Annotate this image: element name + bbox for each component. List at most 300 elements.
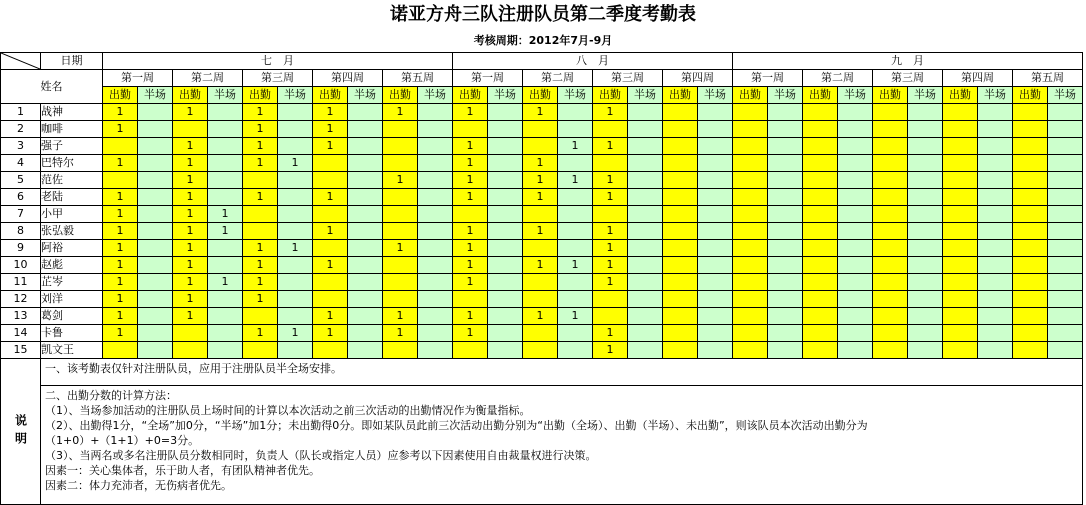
- full-attendance-cell[interactable]: [803, 223, 838, 240]
- half-attendance-cell[interactable]: [138, 342, 173, 359]
- half-attendance-cell[interactable]: [768, 121, 803, 138]
- full-attendance-cell[interactable]: [733, 155, 768, 172]
- half-attendance-cell[interactable]: [348, 342, 383, 359]
- half-attendance-cell[interactable]: [138, 308, 173, 325]
- half-attendance-cell[interactable]: [348, 240, 383, 257]
- half-attendance-cell[interactable]: [768, 104, 803, 121]
- full-attendance-cell[interactable]: 1: [103, 223, 138, 240]
- half-attendance-cell[interactable]: [418, 104, 453, 121]
- half-attendance-cell[interactable]: [978, 223, 1013, 240]
- half-attendance-cell[interactable]: [768, 274, 803, 291]
- full-attendance-cell[interactable]: [453, 121, 488, 138]
- full-attendance-cell[interactable]: [663, 121, 698, 138]
- half-attendance-cell[interactable]: [768, 206, 803, 223]
- full-attendance-cell[interactable]: 1: [593, 172, 628, 189]
- half-attendance-cell[interactable]: [628, 172, 663, 189]
- half-attendance-cell[interactable]: [488, 172, 523, 189]
- half-attendance-cell[interactable]: [698, 155, 733, 172]
- half-attendance-cell[interactable]: [138, 240, 173, 257]
- half-attendance-cell[interactable]: [418, 223, 453, 240]
- half-attendance-cell[interactable]: [628, 189, 663, 206]
- half-attendance-cell[interactable]: [138, 155, 173, 172]
- full-attendance-cell[interactable]: [663, 325, 698, 342]
- half-attendance-cell[interactable]: [1048, 189, 1083, 206]
- half-attendance-cell[interactable]: [138, 189, 173, 206]
- full-attendance-cell[interactable]: [803, 155, 838, 172]
- full-attendance-cell[interactable]: [803, 291, 838, 308]
- full-attendance-cell[interactable]: [243, 223, 278, 240]
- half-attendance-cell[interactable]: [628, 155, 663, 172]
- half-attendance-cell[interactable]: [908, 325, 943, 342]
- half-attendance-cell[interactable]: [348, 172, 383, 189]
- half-attendance-cell[interactable]: [908, 104, 943, 121]
- full-attendance-cell[interactable]: 1: [243, 189, 278, 206]
- full-attendance-cell[interactable]: [663, 155, 698, 172]
- full-attendance-cell[interactable]: [593, 291, 628, 308]
- half-attendance-cell[interactable]: [908, 172, 943, 189]
- full-attendance-cell[interactable]: [243, 206, 278, 223]
- full-attendance-cell[interactable]: [733, 257, 768, 274]
- full-attendance-cell[interactable]: [243, 308, 278, 325]
- full-attendance-cell[interactable]: [733, 138, 768, 155]
- full-attendance-cell[interactable]: [1013, 138, 1048, 155]
- half-attendance-cell[interactable]: [488, 325, 523, 342]
- half-attendance-cell[interactable]: [838, 308, 873, 325]
- full-attendance-cell[interactable]: [663, 138, 698, 155]
- half-attendance-cell[interactable]: [488, 104, 523, 121]
- half-attendance-cell[interactable]: [838, 138, 873, 155]
- full-attendance-cell[interactable]: [733, 274, 768, 291]
- full-attendance-cell[interactable]: [383, 155, 418, 172]
- half-attendance-cell[interactable]: [348, 206, 383, 223]
- half-attendance-cell[interactable]: [978, 104, 1013, 121]
- full-attendance-cell[interactable]: [313, 172, 348, 189]
- full-attendance-cell[interactable]: [593, 308, 628, 325]
- full-attendance-cell[interactable]: 1: [313, 308, 348, 325]
- half-attendance-cell[interactable]: [488, 189, 523, 206]
- full-attendance-cell[interactable]: 1: [593, 342, 628, 359]
- full-attendance-cell[interactable]: 1: [593, 240, 628, 257]
- full-attendance-cell[interactable]: 1: [453, 155, 488, 172]
- full-attendance-cell[interactable]: 1: [103, 274, 138, 291]
- full-attendance-cell[interactable]: 1: [383, 308, 418, 325]
- full-attendance-cell[interactable]: [873, 291, 908, 308]
- full-attendance-cell[interactable]: [1013, 342, 1048, 359]
- half-attendance-cell[interactable]: [978, 172, 1013, 189]
- full-attendance-cell[interactable]: [663, 104, 698, 121]
- full-attendance-cell[interactable]: [943, 155, 978, 172]
- full-attendance-cell[interactable]: 1: [593, 138, 628, 155]
- half-attendance-cell[interactable]: [208, 240, 243, 257]
- full-attendance-cell[interactable]: 1: [453, 240, 488, 257]
- full-attendance-cell[interactable]: [243, 172, 278, 189]
- full-attendance-cell[interactable]: [523, 206, 558, 223]
- full-attendance-cell[interactable]: [943, 138, 978, 155]
- full-attendance-cell[interactable]: [803, 308, 838, 325]
- half-attendance-cell[interactable]: [278, 138, 313, 155]
- half-attendance-cell[interactable]: [978, 291, 1013, 308]
- half-attendance-cell[interactable]: [628, 206, 663, 223]
- half-attendance-cell[interactable]: [908, 223, 943, 240]
- half-attendance-cell[interactable]: [138, 172, 173, 189]
- half-attendance-cell[interactable]: [978, 121, 1013, 138]
- half-attendance-cell[interactable]: [418, 121, 453, 138]
- full-attendance-cell[interactable]: 1: [453, 189, 488, 206]
- half-attendance-cell[interactable]: [838, 240, 873, 257]
- full-attendance-cell[interactable]: [383, 121, 418, 138]
- half-attendance-cell[interactable]: [418, 138, 453, 155]
- half-attendance-cell[interactable]: [558, 121, 593, 138]
- half-attendance-cell[interactable]: [418, 172, 453, 189]
- full-attendance-cell[interactable]: 1: [313, 325, 348, 342]
- full-attendance-cell[interactable]: 1: [593, 274, 628, 291]
- full-attendance-cell[interactable]: 1: [173, 223, 208, 240]
- half-attendance-cell[interactable]: [698, 240, 733, 257]
- full-attendance-cell[interactable]: [873, 172, 908, 189]
- full-attendance-cell[interactable]: 1: [313, 138, 348, 155]
- full-attendance-cell[interactable]: [873, 308, 908, 325]
- full-attendance-cell[interactable]: [663, 189, 698, 206]
- full-attendance-cell[interactable]: 1: [313, 104, 348, 121]
- full-attendance-cell[interactable]: [873, 206, 908, 223]
- half-attendance-cell[interactable]: [768, 223, 803, 240]
- half-attendance-cell[interactable]: [838, 206, 873, 223]
- full-attendance-cell[interactable]: [873, 104, 908, 121]
- half-attendance-cell[interactable]: [488, 121, 523, 138]
- half-attendance-cell[interactable]: [1048, 291, 1083, 308]
- full-attendance-cell[interactable]: 1: [173, 308, 208, 325]
- full-attendance-cell[interactable]: [803, 240, 838, 257]
- full-attendance-cell[interactable]: 1: [243, 240, 278, 257]
- half-attendance-cell[interactable]: [138, 104, 173, 121]
- full-attendance-cell[interactable]: 1: [103, 104, 138, 121]
- half-attendance-cell[interactable]: [838, 223, 873, 240]
- half-attendance-cell[interactable]: 1: [558, 138, 593, 155]
- half-attendance-cell[interactable]: [768, 308, 803, 325]
- full-attendance-cell[interactable]: 1: [243, 138, 278, 155]
- full-attendance-cell[interactable]: 1: [173, 189, 208, 206]
- half-attendance-cell[interactable]: [768, 257, 803, 274]
- half-attendance-cell[interactable]: [418, 274, 453, 291]
- full-attendance-cell[interactable]: 1: [523, 223, 558, 240]
- full-attendance-cell[interactable]: [663, 342, 698, 359]
- half-attendance-cell[interactable]: [908, 257, 943, 274]
- full-attendance-cell[interactable]: 1: [523, 189, 558, 206]
- full-attendance-cell[interactable]: [663, 206, 698, 223]
- half-attendance-cell[interactable]: [348, 104, 383, 121]
- half-attendance-cell[interactable]: [768, 291, 803, 308]
- full-attendance-cell[interactable]: [523, 121, 558, 138]
- full-attendance-cell[interactable]: 1: [103, 257, 138, 274]
- full-attendance-cell[interactable]: [873, 121, 908, 138]
- half-attendance-cell[interactable]: [628, 223, 663, 240]
- half-attendance-cell[interactable]: [558, 240, 593, 257]
- full-attendance-cell[interactable]: [1013, 121, 1048, 138]
- half-attendance-cell[interactable]: [628, 325, 663, 342]
- half-attendance-cell[interactable]: [558, 274, 593, 291]
- full-attendance-cell[interactable]: 1: [173, 291, 208, 308]
- half-attendance-cell[interactable]: [698, 223, 733, 240]
- full-attendance-cell[interactable]: [803, 121, 838, 138]
- full-attendance-cell[interactable]: [663, 223, 698, 240]
- full-attendance-cell[interactable]: 1: [103, 325, 138, 342]
- full-attendance-cell[interactable]: 1: [103, 206, 138, 223]
- half-attendance-cell[interactable]: [978, 274, 1013, 291]
- half-attendance-cell[interactable]: [698, 274, 733, 291]
- full-attendance-cell[interactable]: [663, 308, 698, 325]
- full-attendance-cell[interactable]: 1: [453, 257, 488, 274]
- half-attendance-cell[interactable]: [698, 257, 733, 274]
- half-attendance-cell[interactable]: [208, 104, 243, 121]
- full-attendance-cell[interactable]: [523, 291, 558, 308]
- half-attendance-cell[interactable]: [488, 155, 523, 172]
- half-attendance-cell[interactable]: [1048, 104, 1083, 121]
- full-attendance-cell[interactable]: [383, 257, 418, 274]
- half-attendance-cell[interactable]: [488, 274, 523, 291]
- full-attendance-cell[interactable]: [873, 155, 908, 172]
- full-attendance-cell[interactable]: [733, 308, 768, 325]
- full-attendance-cell[interactable]: [873, 138, 908, 155]
- half-attendance-cell[interactable]: [628, 291, 663, 308]
- full-attendance-cell[interactable]: [803, 206, 838, 223]
- half-attendance-cell[interactable]: [208, 291, 243, 308]
- full-attendance-cell[interactable]: [803, 274, 838, 291]
- half-attendance-cell[interactable]: 1: [208, 206, 243, 223]
- full-attendance-cell[interactable]: [873, 240, 908, 257]
- half-attendance-cell[interactable]: [278, 206, 313, 223]
- full-attendance-cell[interactable]: 1: [593, 325, 628, 342]
- full-attendance-cell[interactable]: [733, 291, 768, 308]
- half-attendance-cell[interactable]: [838, 274, 873, 291]
- full-attendance-cell[interactable]: [943, 291, 978, 308]
- half-attendance-cell[interactable]: [138, 206, 173, 223]
- half-attendance-cell[interactable]: [138, 257, 173, 274]
- full-attendance-cell[interactable]: [1013, 291, 1048, 308]
- half-attendance-cell[interactable]: 1: [208, 274, 243, 291]
- full-attendance-cell[interactable]: [873, 223, 908, 240]
- half-attendance-cell[interactable]: [278, 342, 313, 359]
- full-attendance-cell[interactable]: [803, 104, 838, 121]
- full-attendance-cell[interactable]: [523, 240, 558, 257]
- half-attendance-cell[interactable]: [698, 308, 733, 325]
- half-attendance-cell[interactable]: [488, 291, 523, 308]
- half-attendance-cell[interactable]: [1048, 121, 1083, 138]
- half-attendance-cell[interactable]: [1048, 240, 1083, 257]
- full-attendance-cell[interactable]: [803, 325, 838, 342]
- full-attendance-cell[interactable]: [663, 291, 698, 308]
- half-attendance-cell[interactable]: [348, 189, 383, 206]
- half-attendance-cell[interactable]: [768, 342, 803, 359]
- half-attendance-cell[interactable]: [698, 172, 733, 189]
- full-attendance-cell[interactable]: [733, 121, 768, 138]
- full-attendance-cell[interactable]: 1: [103, 189, 138, 206]
- full-attendance-cell[interactable]: [943, 206, 978, 223]
- half-attendance-cell[interactable]: [628, 240, 663, 257]
- half-attendance-cell[interactable]: [978, 325, 1013, 342]
- half-attendance-cell[interactable]: [1048, 274, 1083, 291]
- half-attendance-cell[interactable]: [1048, 342, 1083, 359]
- half-attendance-cell[interactable]: [418, 189, 453, 206]
- half-attendance-cell[interactable]: [278, 274, 313, 291]
- full-attendance-cell[interactable]: [733, 342, 768, 359]
- full-attendance-cell[interactable]: [593, 121, 628, 138]
- full-attendance-cell[interactable]: [313, 155, 348, 172]
- full-attendance-cell[interactable]: [873, 274, 908, 291]
- half-attendance-cell[interactable]: [208, 189, 243, 206]
- half-attendance-cell[interactable]: [838, 104, 873, 121]
- full-attendance-cell[interactable]: [1013, 172, 1048, 189]
- full-attendance-cell[interactable]: [733, 325, 768, 342]
- half-attendance-cell[interactable]: [208, 342, 243, 359]
- full-attendance-cell[interactable]: [803, 342, 838, 359]
- full-attendance-cell[interactable]: [873, 342, 908, 359]
- half-attendance-cell[interactable]: [488, 223, 523, 240]
- full-attendance-cell[interactable]: 1: [173, 138, 208, 155]
- full-attendance-cell[interactable]: 1: [173, 104, 208, 121]
- half-attendance-cell[interactable]: [628, 308, 663, 325]
- half-attendance-cell[interactable]: [838, 155, 873, 172]
- full-attendance-cell[interactable]: [733, 104, 768, 121]
- half-attendance-cell[interactable]: [278, 291, 313, 308]
- full-attendance-cell[interactable]: 1: [453, 223, 488, 240]
- full-attendance-cell[interactable]: 1: [313, 223, 348, 240]
- half-attendance-cell[interactable]: [418, 325, 453, 342]
- half-attendance-cell[interactable]: [698, 291, 733, 308]
- full-attendance-cell[interactable]: 1: [593, 189, 628, 206]
- half-attendance-cell[interactable]: [208, 155, 243, 172]
- full-attendance-cell[interactable]: [383, 274, 418, 291]
- full-attendance-cell[interactable]: [943, 172, 978, 189]
- full-attendance-cell[interactable]: [1013, 223, 1048, 240]
- half-attendance-cell[interactable]: [138, 138, 173, 155]
- full-attendance-cell[interactable]: [1013, 240, 1048, 257]
- full-attendance-cell[interactable]: [943, 257, 978, 274]
- full-attendance-cell[interactable]: [1013, 274, 1048, 291]
- full-attendance-cell[interactable]: [943, 325, 978, 342]
- half-attendance-cell[interactable]: [838, 172, 873, 189]
- half-attendance-cell[interactable]: 1: [558, 257, 593, 274]
- half-attendance-cell[interactable]: [908, 206, 943, 223]
- half-attendance-cell[interactable]: [978, 342, 1013, 359]
- half-attendance-cell[interactable]: [138, 291, 173, 308]
- half-attendance-cell[interactable]: [418, 291, 453, 308]
- half-attendance-cell[interactable]: [348, 223, 383, 240]
- full-attendance-cell[interactable]: [383, 342, 418, 359]
- half-attendance-cell[interactable]: [208, 121, 243, 138]
- half-attendance-cell[interactable]: [978, 206, 1013, 223]
- half-attendance-cell[interactable]: [838, 291, 873, 308]
- full-attendance-cell[interactable]: [803, 257, 838, 274]
- full-attendance-cell[interactable]: 1: [453, 274, 488, 291]
- half-attendance-cell[interactable]: [908, 342, 943, 359]
- full-attendance-cell[interactable]: [663, 240, 698, 257]
- full-attendance-cell[interactable]: [1013, 206, 1048, 223]
- full-attendance-cell[interactable]: [243, 342, 278, 359]
- full-attendance-cell[interactable]: 1: [453, 308, 488, 325]
- half-attendance-cell[interactable]: [628, 121, 663, 138]
- half-attendance-cell[interactable]: [278, 257, 313, 274]
- half-attendance-cell[interactable]: 1: [278, 155, 313, 172]
- full-attendance-cell[interactable]: [593, 155, 628, 172]
- half-attendance-cell[interactable]: [838, 121, 873, 138]
- half-attendance-cell[interactable]: [698, 189, 733, 206]
- full-attendance-cell[interactable]: 1: [383, 172, 418, 189]
- full-attendance-cell[interactable]: 1: [523, 308, 558, 325]
- half-attendance-cell[interactable]: [908, 308, 943, 325]
- full-attendance-cell[interactable]: 1: [103, 308, 138, 325]
- half-attendance-cell[interactable]: [698, 325, 733, 342]
- full-attendance-cell[interactable]: 1: [173, 274, 208, 291]
- full-attendance-cell[interactable]: 1: [173, 172, 208, 189]
- half-attendance-cell[interactable]: [278, 172, 313, 189]
- half-attendance-cell[interactable]: [558, 206, 593, 223]
- full-attendance-cell[interactable]: [453, 206, 488, 223]
- full-attendance-cell[interactable]: [383, 138, 418, 155]
- half-attendance-cell[interactable]: [908, 291, 943, 308]
- full-attendance-cell[interactable]: [733, 240, 768, 257]
- full-attendance-cell[interactable]: 1: [243, 155, 278, 172]
- half-attendance-cell[interactable]: [348, 121, 383, 138]
- full-attendance-cell[interactable]: [103, 138, 138, 155]
- half-attendance-cell[interactable]: [908, 138, 943, 155]
- full-attendance-cell[interactable]: [733, 206, 768, 223]
- full-attendance-cell[interactable]: 1: [173, 206, 208, 223]
- half-attendance-cell[interactable]: [978, 155, 1013, 172]
- half-attendance-cell[interactable]: [418, 240, 453, 257]
- full-attendance-cell[interactable]: [313, 291, 348, 308]
- full-attendance-cell[interactable]: [523, 274, 558, 291]
- full-attendance-cell[interactable]: 1: [243, 257, 278, 274]
- half-attendance-cell[interactable]: [138, 274, 173, 291]
- half-attendance-cell[interactable]: [278, 104, 313, 121]
- half-attendance-cell[interactable]: [558, 155, 593, 172]
- full-attendance-cell[interactable]: 1: [243, 325, 278, 342]
- full-attendance-cell[interactable]: [943, 240, 978, 257]
- full-attendance-cell[interactable]: [383, 223, 418, 240]
- half-attendance-cell[interactable]: [628, 274, 663, 291]
- half-attendance-cell[interactable]: [1048, 138, 1083, 155]
- half-attendance-cell[interactable]: [978, 138, 1013, 155]
- full-attendance-cell[interactable]: [943, 308, 978, 325]
- full-attendance-cell[interactable]: 1: [243, 121, 278, 138]
- half-attendance-cell[interactable]: [628, 104, 663, 121]
- half-attendance-cell[interactable]: [558, 325, 593, 342]
- full-attendance-cell[interactable]: 1: [593, 223, 628, 240]
- half-attendance-cell[interactable]: [208, 308, 243, 325]
- half-attendance-cell[interactable]: [908, 274, 943, 291]
- full-attendance-cell[interactable]: [1013, 325, 1048, 342]
- full-attendance-cell[interactable]: 1: [383, 240, 418, 257]
- half-attendance-cell[interactable]: [558, 291, 593, 308]
- full-attendance-cell[interactable]: 1: [243, 291, 278, 308]
- full-attendance-cell[interactable]: [313, 240, 348, 257]
- half-attendance-cell[interactable]: [348, 138, 383, 155]
- half-attendance-cell[interactable]: [768, 189, 803, 206]
- half-attendance-cell[interactable]: [488, 206, 523, 223]
- half-attendance-cell[interactable]: [768, 172, 803, 189]
- full-attendance-cell[interactable]: 1: [453, 172, 488, 189]
- half-attendance-cell[interactable]: [208, 138, 243, 155]
- half-attendance-cell[interactable]: [278, 189, 313, 206]
- half-attendance-cell[interactable]: [908, 240, 943, 257]
- full-attendance-cell[interactable]: 1: [313, 189, 348, 206]
- half-attendance-cell[interactable]: [628, 342, 663, 359]
- half-attendance-cell[interactable]: [978, 308, 1013, 325]
- half-attendance-cell[interactable]: [418, 257, 453, 274]
- half-attendance-cell[interactable]: 1: [558, 308, 593, 325]
- full-attendance-cell[interactable]: 1: [103, 121, 138, 138]
- half-attendance-cell[interactable]: [908, 121, 943, 138]
